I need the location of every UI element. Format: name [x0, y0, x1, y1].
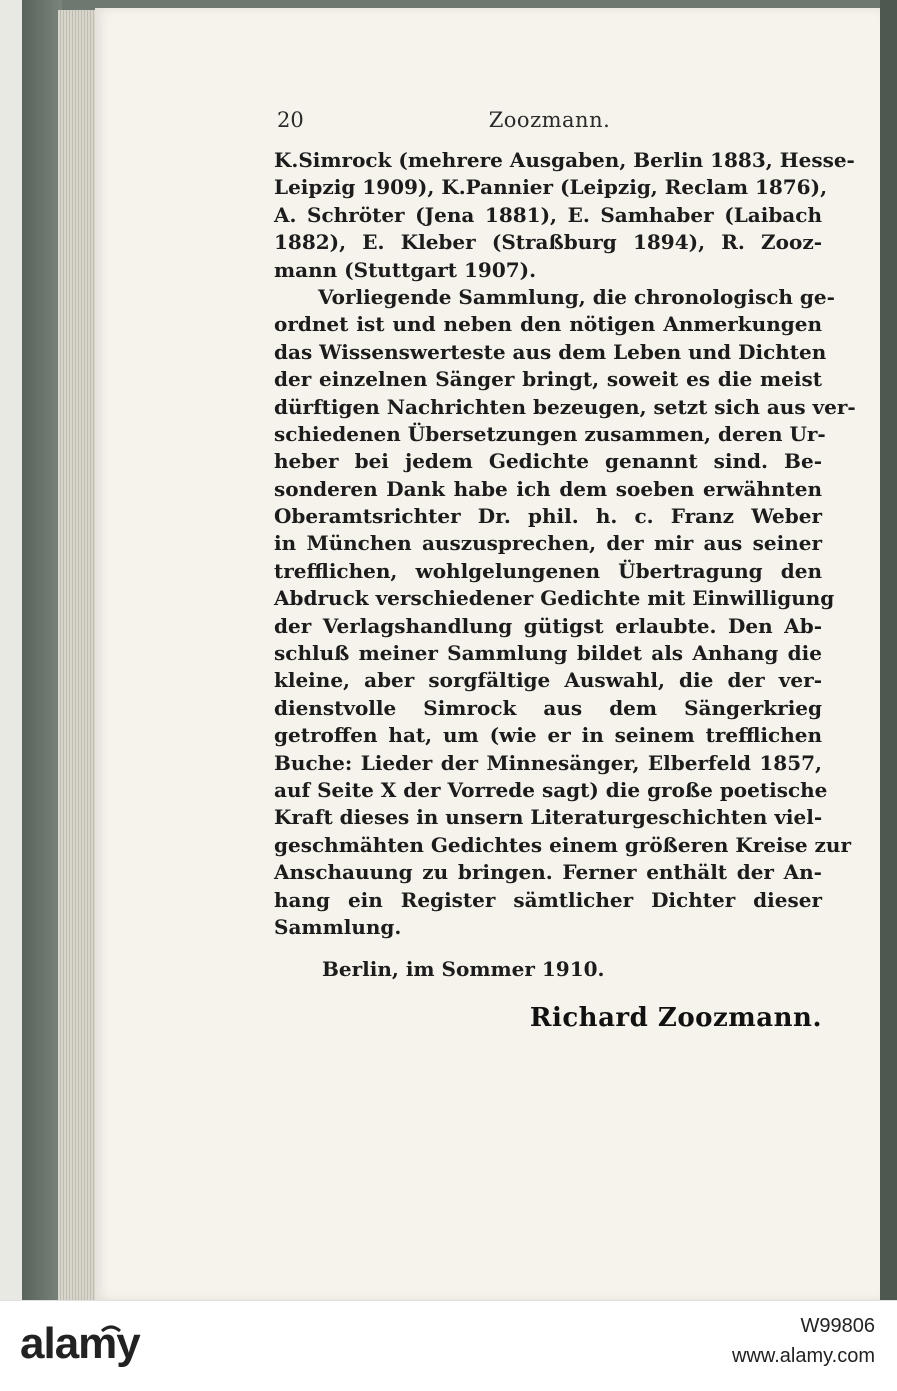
page-header [277, 108, 822, 140]
text-line: K.Simrock (mehrere Ausgaben, Berlin 1883, Hesse- [274, 148, 855, 172]
text-line: schluß meiner Sammlung bildet als Anhang die [274, 641, 822, 666]
text-line: dienstvolle Simrock aus dem Sängerkrieg [274, 695, 822, 720]
text-line: trefflichen, wohlgelungenen Übertragung den [274, 558, 822, 583]
logo-accent-icon [100, 1323, 122, 1333]
text-line: hang ein Register sämtlicher Dichter dieser [274, 887, 822, 912]
text-line: Abdruck verschiedener Gedichte mit Einwilligung [274, 586, 835, 611]
text-line: das Wissenswerteste aus dem Leben und Dichten [274, 339, 827, 364]
text-line: 1882), E. Kleber (Straßburg 1894), R. Zooz- [274, 230, 822, 255]
running-head: Zoozmann. [488, 108, 611, 132]
stock-image-id: W99806 [800, 1315, 875, 1337]
text-line: mann (Stuttgart 1907). [274, 257, 537, 282]
text-line: sonderen Dank habe ich dem soeben erwähnten [274, 476, 822, 501]
cover-shadow [22, 0, 62, 1300]
text-line: auf Seite X der Vorrede sagt) die große poetische [274, 777, 828, 802]
site-url[interactable]: www.alamy.com [732, 1345, 875, 1367]
text-line: Vorliegende Sammlung, die chronologisch ge- [318, 284, 835, 309]
page-number: 20 [277, 108, 304, 132]
watermark-banner [0, 1300, 897, 1391]
text-line: Buche: Lieder der Minnesänger, Elberfeld 1857, [274, 750, 822, 775]
author-signature: Richard Zoozmann. [529, 1003, 822, 1033]
text-line: geschmähten Gedichtes einem größeren Kreise zur [274, 832, 851, 857]
text-line: der Verlagshandlung gütigst erlaubte. Den Ab- [274, 613, 822, 638]
text-line: in München auszusprechen, der mir aus seiner [274, 531, 822, 556]
cover-edge [880, 0, 897, 1300]
text-line: dürftigen Nachrichten bezeugen, setzt sich aus ver- [274, 394, 856, 419]
text-line: schiedenen Übersetzungen zusammen, deren Ur- [274, 421, 826, 446]
text-line: der einzelnen Sänger bringt, soweit es die meist [274, 367, 822, 392]
alamy-logo[interactable] [20, 1319, 140, 1369]
text-line: Sammlung. [274, 914, 402, 939]
dateline: Berlin, im Sommer 1910. [322, 957, 605, 981]
text-line: A. Schröter (Jena 1881), E. Samhaber (Laibach [274, 202, 822, 227]
text-line: Kraft dieses in unsern Literaturgeschichten viel- [274, 805, 823, 830]
text-line: getroffen hat, um (wie er in seinem trefflichen [274, 723, 822, 748]
logo-text: alamy [20, 1319, 140, 1368]
text-line: kleine, aber sorgfältige Auswahl, die der ver- [274, 668, 822, 693]
text-line: Oberamtsrichter Dr. phil. h. c. Franz Weber [274, 504, 822, 529]
body-text [274, 147, 856, 941]
text-line: Anschauung zu bringen. Ferner enthält der An- [274, 860, 822, 885]
page-edges [58, 10, 98, 1300]
text-line: ordnet ist und neben den nötigen Anmerkungen [274, 312, 822, 337]
text-line: heber bei jedem Gedichte genannt sind. Be- [274, 449, 822, 474]
text-line: Leipzig 1909), K.Pannier (Leipzig, Reclam 1876), [274, 175, 828, 200]
